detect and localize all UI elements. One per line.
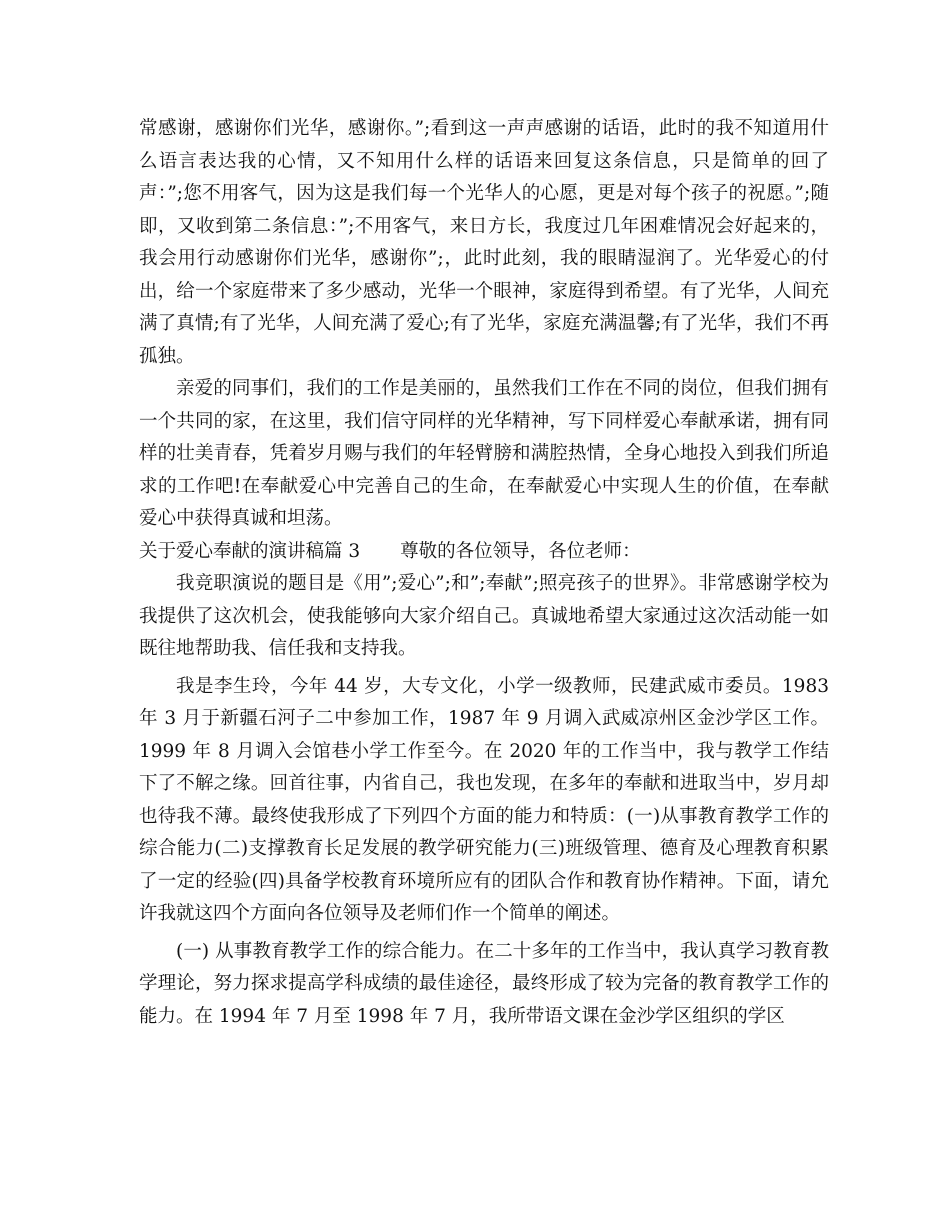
paragraph-2: 亲爱的同事们，我们的工作是美丽的，虽然我们工作在不同的岗位，但我们拥有一个共同的家，在这里，我们信守同样的光华精神，写下同样爱心奉献承诺，拥有同样的壮美青春，凭着岁月赐与我们的年轻臂膀和满腔热情，全身心地投入到我们所追求的工作吧!在奉献爱心中完善自己的生命，在奉献爱心中实现人生的价值，在奉献爱心中获得真诚和坦荡。 <box>139 378 829 529</box>
section-heading <box>139 536 829 569</box>
paragraph-4: 我是李生玲，今年 44 岁，大专文化，小学一级教师，民建武威市委员。1983 年 3 月于新疆石河子二中参加工作，1987 年 9 月调入武威凉州区金沙学区工作。1999 年 8 月调入会馆巷小学工作至今。在 2020 年的工作当中，我与教学工作结下了不解之缘。回首往事，内省自己，我也发现，在多年的奉献和进取当中，岁月却也待我不薄。最终使我形成了下列四个方面的能力和特质：(一)从事教育教学工作的综合能力(二)支撑教育长足发展的教学研究能力(三)班级管理、德育及心理教育积累了一定的经验(四)具备学校教育环境所应有的团队合作和教育协作精神。下面，请允许我就这四个方面向各位领导及老师们作一个简单的阐述。 <box>139 675 829 924</box>
paragraph-5: (一) 从事教育教学工作的综合能力。在二十多年的工作当中，我认真学习教育教学理论，努力探求提高学科成绩的最佳途径，最终形成了较为完备的教育教学工作的能力。在 1994 年 7 月至 1998 年 7 月，我所带语文课在金沙学区组织的学区 <box>139 940 829 1027</box>
paragraph-3: 我竞职演说的题目是《用”;爱心”;和”;奉献”;照亮孩子的世界》。非常感谢学校为我提供了这次机会，使我能够向大家介绍自己。真诚地希望大家通过这次活动能一如既往地帮助我、信任我和支持我。 <box>139 573 829 659</box>
paragraph-1: 常感谢，感谢你们光华，感谢你。”;看到这一声声感谢的话语，此时的我不知道用什么语言表达我的心情，又不知用什么样的话语来回复这条信息，只是简单的回了声：”;您不用客气，因为这是我们每一个光华人的心愿，更是对每个孩子的祝愿。”;随即，又收到第二条信息：”;不用客气，来日方长，我度过几年困难情况会好起来的，我会用行动感谢你们光华，感谢你”;，此时此刻，我的眼睛湿润了。光华爱心的付出，给一个家庭带来了多少感动，光华一个眼神，家庭得到希望。有了光华，人间充满了真情;有了光华，人间充满了爱心;有了光华，家庭充满温馨;有了光华，我们不再孤独。 <box>139 118 829 367</box>
document-body <box>139 113 829 1033</box>
section-title: 关于爱心奉献的演讲稿篇 3 <box>139 540 361 562</box>
salutation: 尊敬的各位领导，各位老师： <box>400 540 641 562</box>
